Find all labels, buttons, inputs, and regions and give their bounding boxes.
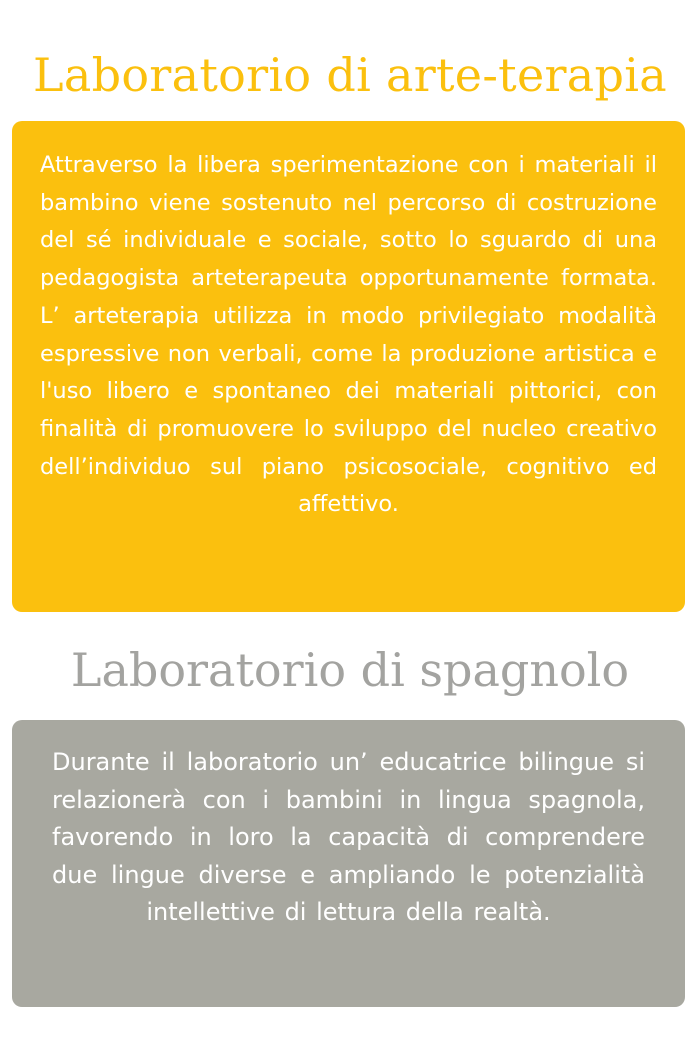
art-therapy-title: Laboratorio di arte-terapia [33,48,667,102]
spanish-lab-panel [12,720,685,1007]
spanish-lab-title: Laboratorio di spagnolo [70,643,630,697]
art-therapy-description: Attraverso la libera sperimentazione con i materiali il bambino viene sostenuto nel percorso di costruzione del sé individuale e sociale, sotto lo sguardo di una pedagogista arteterapeuta opportunamente formata. L’ arteterapia utilizza in modo privilegiato modalità espressive non verbali, come la produzione artistica e l'uso libero e spontaneo dei materiali pittorici, con finalità di promuovere lo sviluppo del nucleo creativo dell’individuo sul piano psicosociale, cognitivo ed affettivo. [40,152,657,518]
art-therapy-panel [12,121,685,612]
spanish-lab-description: Durante il laboratorio un’ educatrice bilingue si relazionerà con i bambini in lingua spagnola, favorendo in loro la capacità di comprendere due lingue diverse e ampliando le potenzialità intellettive di lettura della realtà. [52,748,645,926]
